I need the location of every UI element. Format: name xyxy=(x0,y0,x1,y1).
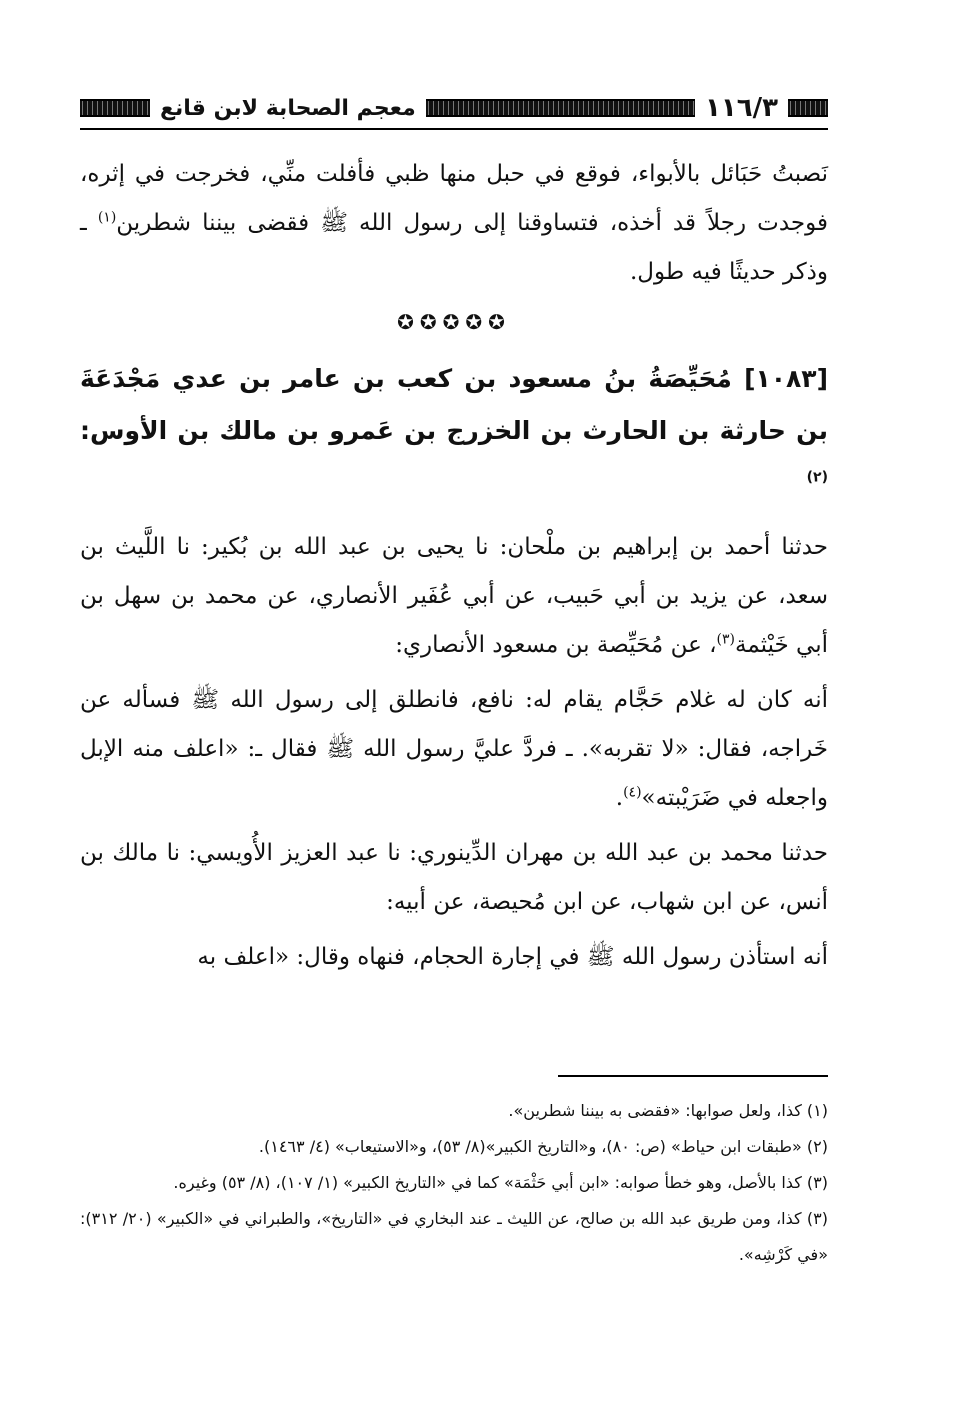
footnote-separator xyxy=(558,1075,828,1077)
intro-paragraph xyxy=(80,150,828,297)
para1-text: حدثنا أحمد بن إبراهيم بن ملْحان: نا يحيى بن عبد الله بن بُكير: نا اللَّيث بن سعد، عن يزيد بن أبي حَبيب، عن أبي عُفَير الأنصاري، عن محمد بن سهل بن أبي خَيْثمة xyxy=(80,534,828,658)
footnote-4: (٣) كذا، ومن طريق عبد الله بن صالح، عن الليث ـ عند البخاري في «التاريخ»، والطبراني في «الكبير» (٢٠/ ٣١٢): «في كَرْشِه». xyxy=(80,1209,829,1264)
header-ornament-bar xyxy=(80,99,150,117)
section-divider-ornament: ✪✪✪✪✪ xyxy=(397,310,511,334)
isnad-paragraph-2: حدثنا محمد بن عبد الله بن مهران الدِّينوري: نا عبد العزيز الأُويسي: نا مالك بن أنس، عن ابن شهاب، عن ابن مُحيصة، عن أبيه: xyxy=(80,840,828,915)
footnote-ref: (١) xyxy=(97,209,117,226)
footnote-3: (٣) كذا بالأصل، وهو خطأ صوابه: «ابن أبي حَثْمَة» كما في «التاريخ الكبير» (١/ ١٠٧)، (٨/ ٥٣) وغيره. xyxy=(173,1173,828,1192)
isnad-paragraph-1 xyxy=(80,523,828,670)
footnotes xyxy=(80,1093,828,1273)
para1-end-text: ، عن مُحَيِّصة بن مسعود الأنصاري: xyxy=(395,632,717,658)
header-ornament-bar xyxy=(788,99,828,117)
footnote-ref: (٢) xyxy=(806,469,828,486)
para2-end-text: . xyxy=(615,785,624,811)
hadith-paragraph-1 xyxy=(80,676,828,823)
page-number: ١١٦/٣ xyxy=(705,93,778,123)
running-header xyxy=(80,88,828,128)
intro-end-text: ـ وذكر حديثًا فيه طول. xyxy=(80,210,828,285)
footnote-2: (٢) «طبقات ابن حياط» (ص: ٨٠)، و«التاريخ الكبير»(٨/ ٥٣)، و«الاستيعاب» (٤/ ١٤٦٣). xyxy=(258,1137,828,1156)
main-text xyxy=(80,150,828,988)
footnote-1: (١) كذا، ولعل صوابها: «فقضى به بيننا شطرين». xyxy=(508,1101,828,1120)
book-title: معجم الصحابة لابن قانع xyxy=(160,95,416,121)
header-ornament-bar xyxy=(426,99,695,117)
header-rule xyxy=(80,128,828,130)
entry-heading-text: [١٠٨٣] مُحَيِّصَةُ بنُ مسعود بن كعب بن عامر بن عدي مَجْدَعَةَ بن حارثة بن الحارث بن الخزرج بن عَمرو بن مالك بن الأوس: xyxy=(80,364,828,445)
intro-text: نَصبتُ حَبَائل بالأبواء، فوقع في حبل منها ظبي فأفلت منِّي، فخرجت في إثره، فوجدت رجلاً قد أخذه، فتساوقنا إلى رسول الله ﷺ فقضى بيننا شطرين xyxy=(80,161,828,236)
footnote-ref: (٣) xyxy=(716,631,735,648)
footnote-ref: (٤) xyxy=(623,784,642,801)
entry-heading xyxy=(80,353,828,509)
hadith-paragraph-2: أنه استأذن رسول الله ﷺ في إجارة الحجام، فنهاه وقال: «اعلف به xyxy=(197,944,828,970)
para2-text: أنه كان له غلام حَجَّام يقام له: نافع، فانطلق إلى رسول الله ﷺ فسأله عن خَراجه، فقال: «لا تقربه». ـ فردَّ عليَّ رسول الله ﷺ فقال ـ: «اعلف منه الإبل واجعله في ضَرَيْبته» xyxy=(80,687,828,811)
